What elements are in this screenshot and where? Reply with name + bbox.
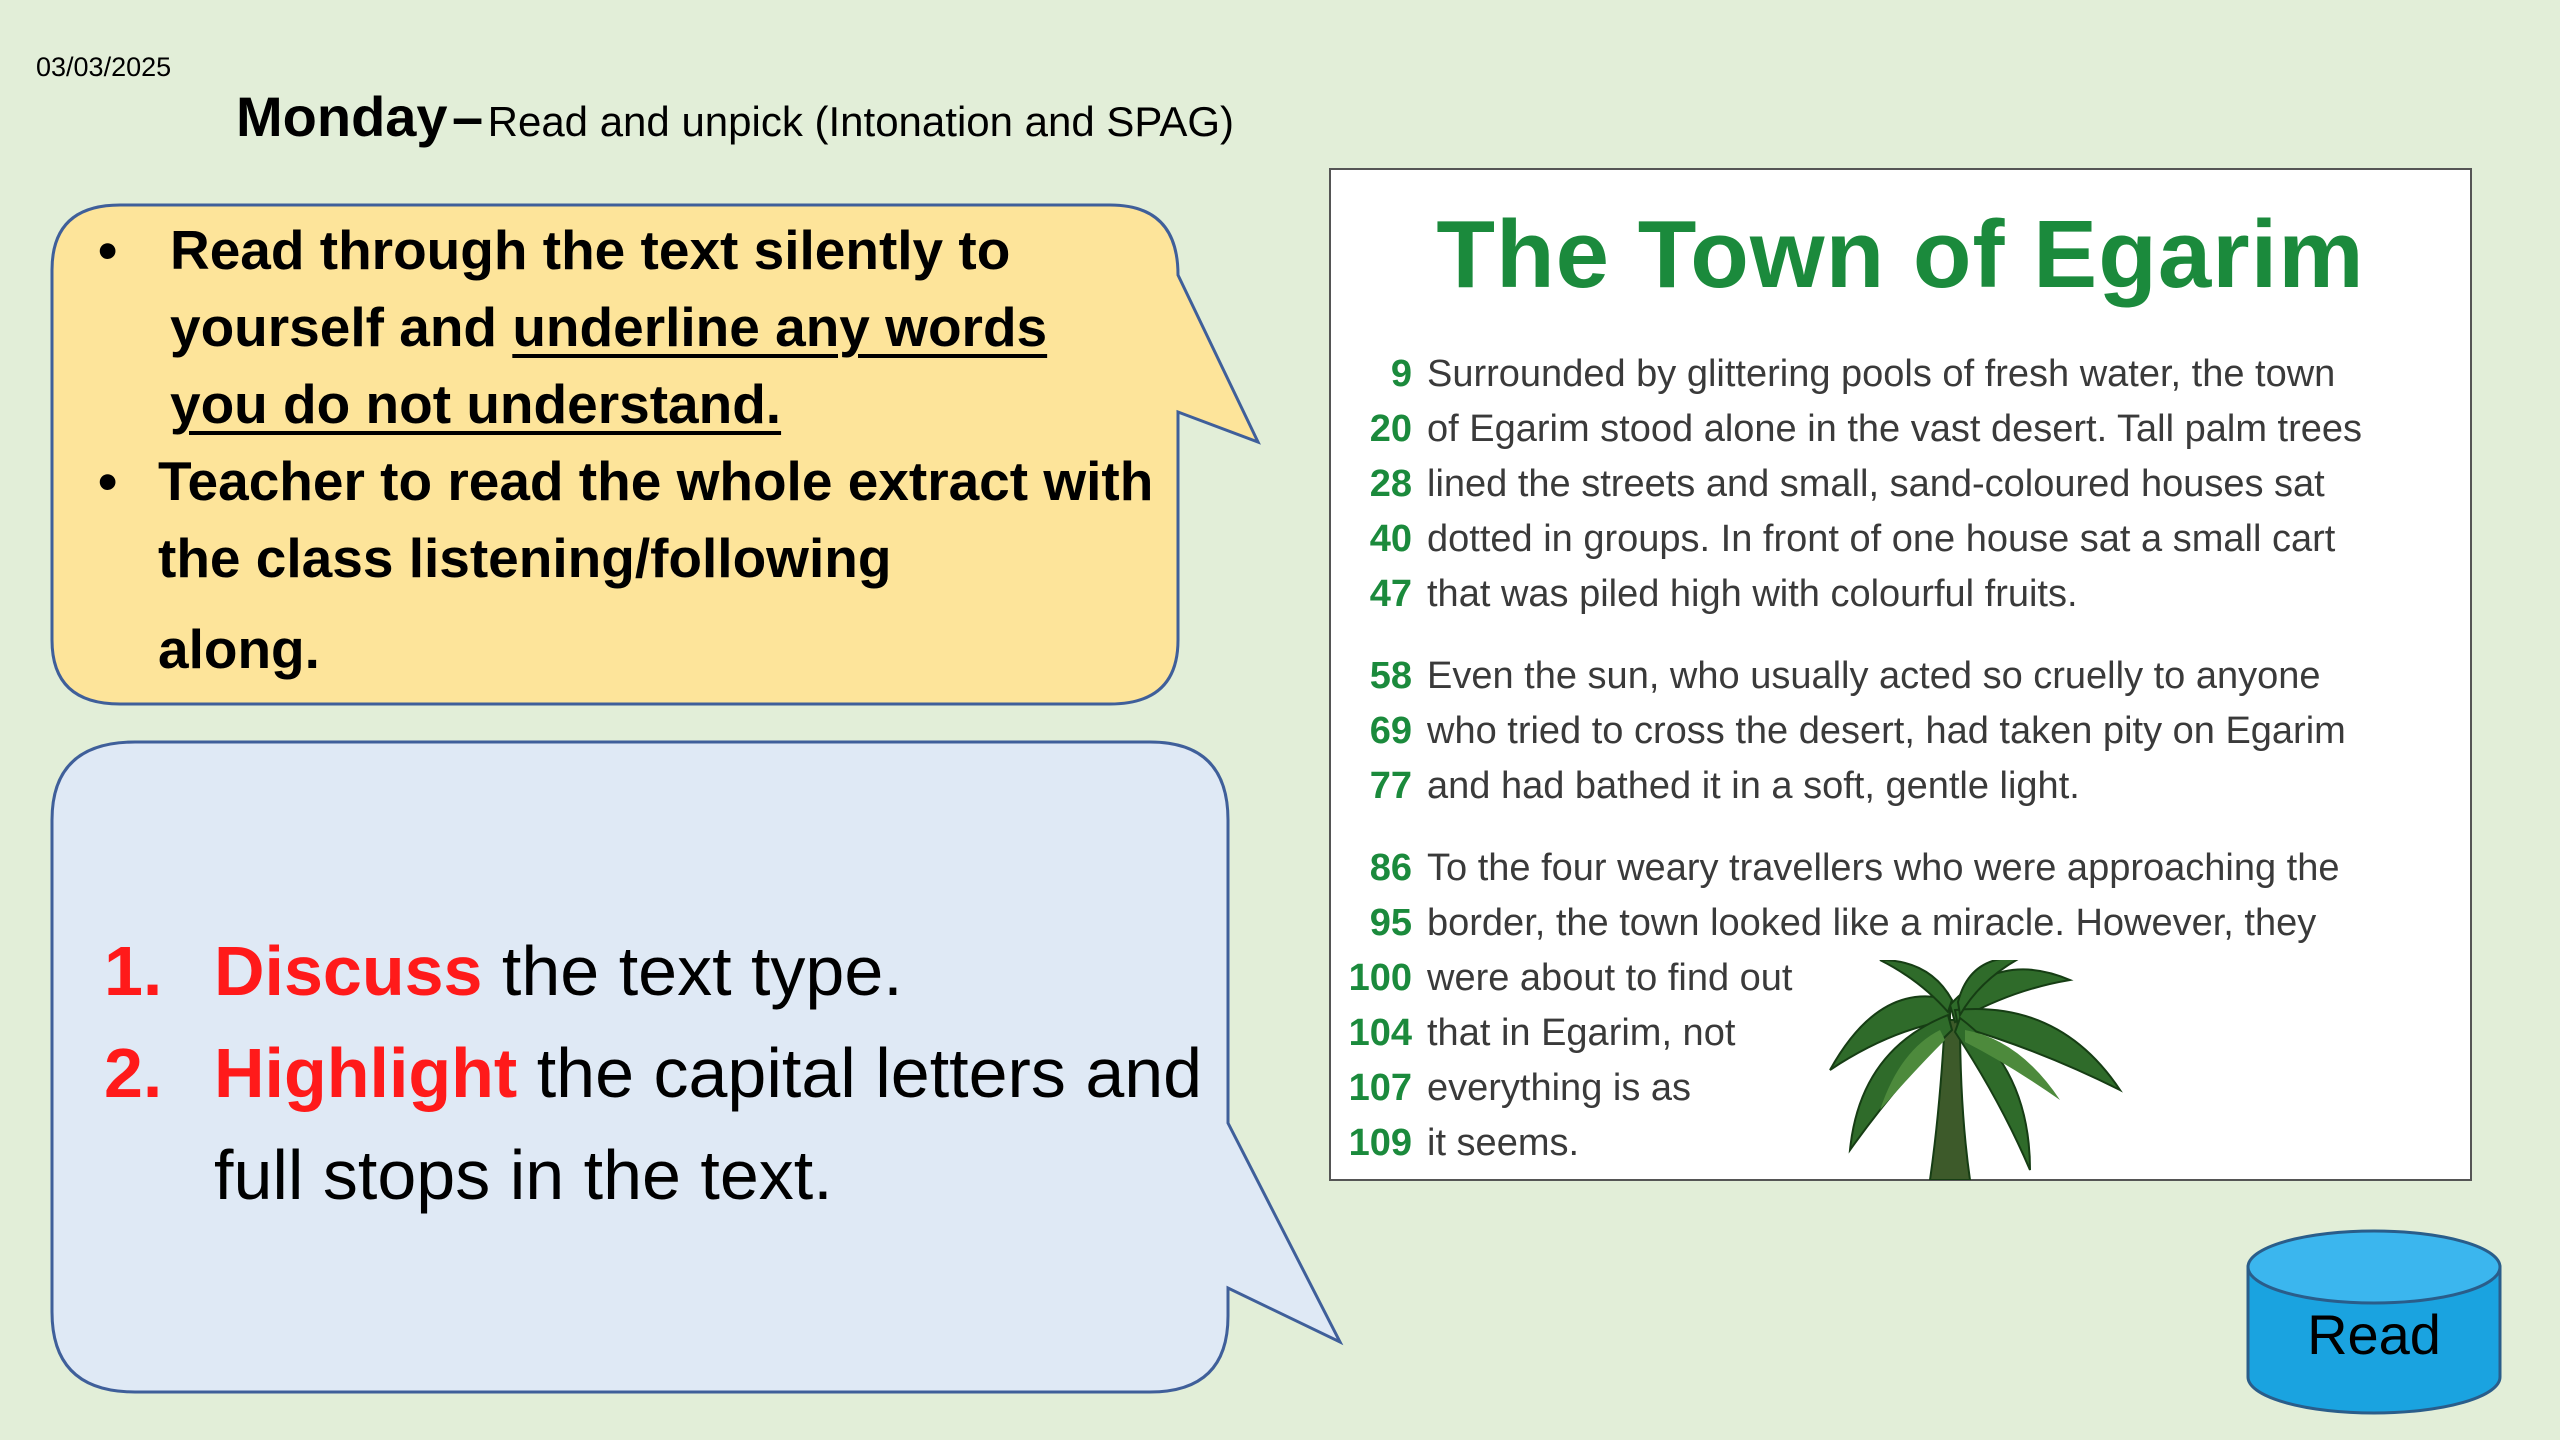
word-count: 107 (1348, 1067, 1412, 1109)
line-text: To the four weary travellers who were approaching the (1427, 847, 2340, 889)
word-count: 109 (1348, 1122, 1412, 1164)
instruction-2-text: Teacher to read the whole extract with the class listening/following (158, 450, 1154, 589)
word-count: 20 (1369, 408, 1412, 450)
task-number: 1. (104, 932, 163, 1010)
line-text: Even the sun, who usually acted so cruelly to anyone (1427, 655, 2321, 697)
word-count: 104 (1348, 1012, 1412, 1054)
word-count: 95 (1369, 902, 1412, 944)
word-count: 86 (1369, 847, 1412, 889)
line-text: everything is as (1427, 1067, 1692, 1109)
read-button[interactable] (2244, 1227, 2504, 1417)
extract-title: The Town of Egarim (1436, 201, 2365, 308)
task-item-1 (104, 920, 1224, 1022)
line-text: and had bathed it in a soft, gentle light. (1427, 765, 2080, 807)
read-button-label: Read (2307, 1303, 2441, 1366)
bullet: • (98, 219, 118, 281)
word-count: 100 (1348, 957, 1412, 999)
line-text: lined the streets and small, sand-coloured houses sat (1427, 463, 2325, 505)
word-count: 69 (1369, 710, 1412, 752)
word-count: 28 (1369, 463, 1412, 505)
instruction-1-underlined: underline any words you do not understand. (170, 296, 1048, 435)
line-text: Surrounded by glittering pools of fresh water, the town (1427, 353, 2336, 395)
instruction-2-last: along. (158, 618, 320, 680)
line-text: that in Egarim, not (1427, 1012, 1736, 1054)
line-text: who tried to cross the desert, had taken pity on Egarim (1427, 710, 2346, 752)
line-text: border, the town looked like a miracle. However, they (1427, 902, 2317, 944)
task-text: the text type. (482, 932, 903, 1010)
instruction-item-2 (90, 443, 1160, 688)
task-keyword: Highlight (214, 1034, 518, 1112)
task-item-2 (104, 1022, 1224, 1226)
instructions-text (90, 212, 1160, 688)
task-keyword: Discuss (214, 932, 483, 1010)
bullet: • (98, 450, 118, 512)
line-text: it seems. (1427, 1122, 1580, 1164)
palm-tree-image (1820, 960, 2150, 1180)
tasks-list (104, 920, 1224, 1226)
word-count: 40 (1369, 518, 1412, 560)
instruction-1-text: Read through the text silently to yourself and (170, 219, 1011, 358)
line-text: were about to find out (1427, 957, 1793, 999)
instruction-item-1 (90, 212, 1160, 443)
line-text: of Egarim stood alone in the vast desert. Tall palm trees (1427, 408, 2363, 450)
line-text: that was piled high with colourful fruits. (1427, 573, 2078, 615)
heading-dash: – (452, 85, 484, 148)
heading-subtitle: Read and unpick (Intonation and SPAG) (487, 98, 1234, 145)
date-label: 03/03/2025 (36, 52, 172, 82)
heading-day: Monday (236, 85, 448, 148)
task-text: the capital letters and full stops in the text. (214, 1034, 1203, 1214)
task-number: 2. (104, 1034, 163, 1112)
word-count: 47 (1369, 573, 1412, 615)
line-text: dotted in groups. In front of one house sat a small cart (1427, 518, 2336, 560)
word-count: 77 (1369, 765, 1412, 807)
word-count: 9 (1390, 353, 1412, 395)
word-count: 58 (1369, 655, 1412, 697)
